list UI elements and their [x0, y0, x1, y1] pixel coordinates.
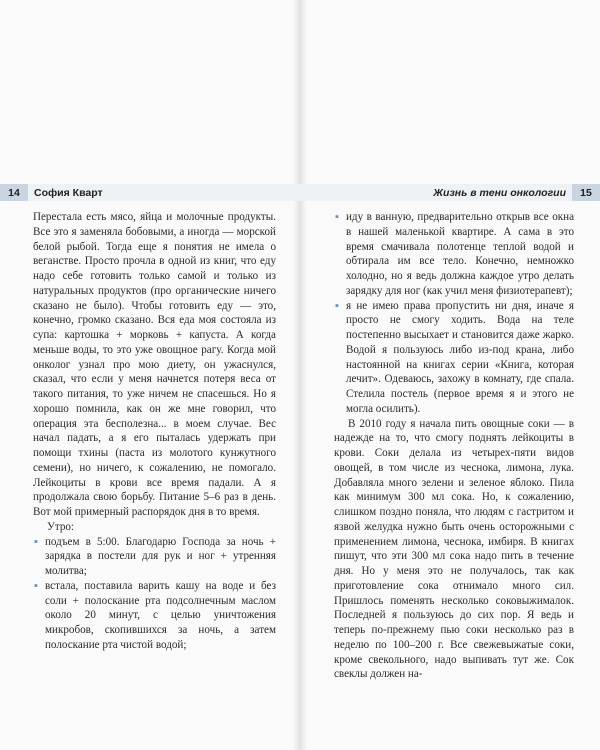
left-bullet-list	[33, 535, 276, 653]
left-paragraph: Перестала есть мясо, яйца и молочные продукты. Все это я заменяла бобовыми, а иногда — морской белой рыбой. Тогда еще я понятия не имела о веганстве. Просто прочла в одной из книг, что еду надо себе готовить только самой и только из натуральных продуктов (про органические ничего сказано не было). Чтобы готовить еду — это, конечно, громко сказано. Вся еда моя состояла из супа: картошка + морковь + капуста. А когда меньше воды, то это уже овощное рагу. Когда мой онколог узнал про мою диету, он ужаснулся, сказал, что если у меня начнется потеря веса от такого питания, то уже ничем не спасешься. Но я хорошо помнила, как он же мне говорил, что операция эта бесполезна... в моем случае. Вес начал падать, а я его пыталась удержать при помощи тхины (паста из молотого кунжутного семени), но ничего, к сожалению, не помогало. Лейкоциты в крови все время падали. А я продолжала свою борьбу. Питание 5–6 раз в день. Вот мой примерный распорядок дня в то время.	[33, 211, 276, 518]
right-running-header	[300, 184, 600, 201]
list-item-text: подъем в 5:00. Благодарю Господа за ночь + зарядка в постели для рук и ног + утренняя молитва;	[45, 535, 276, 577]
left-page-number: 14	[0, 184, 28, 201]
bullet-icon: ▪	[335, 211, 339, 223]
right-paragraph: В 2010 году я начала пить овощные соки — в надежде на то, что смогу поднять лейкоциты в крови. Соки делала из четырех-пяти видов овощей, в том числе из чеснока, лимона, лука. Добавляла много зелени и зеленое яблоко. Пила как минимум 300 мл сока. Но, к сожалению, слишком поздно поняла, что людям с гастритом и язвой желудка нужно быть очень осторожными с применением лимона, чеснока, имбиря. В книгах пишут, что эти 300 мл сока надо пить в течение дня. Но у меня это не получалось, так как приготовление сока отнимало много сил. Пришлось поменять несколько соковыжималок. Последней я пользуюсь до сих пор. Я ведь и теперь по-прежнему пью соки несколько раз в неделю по 100–200 г. Все свежевыжатые соки, кроме свекольного, надо выпивать тут же. Сок свеклы должен на-	[334, 417, 574, 681]
left-running-header	[0, 184, 300, 201]
book-gutter	[293, 0, 307, 750]
list-item-text: иду в ванную, предварительно открыв все окна в нашей маленькой квартире. А сама в это время смачивала полотенце теплой водой и обтирала им все тело. Конечно, немножко холодно, но я ведь должна каждое утро делать зарядку для ног (как учил меня физиотерапевт);	[346, 211, 574, 297]
list-item	[33, 579, 276, 653]
left-running-head: София Кварт	[28, 184, 300, 201]
list-item-text: встала, поставила варить кашу на воде и без соли + полоскание рта подсолнечным маслом около 20 минут, с целью уничтожения микробов, скопившихся за ночь, а затем полоскание рта чистой водой;	[45, 579, 276, 651]
bullet-icon: ▪	[34, 535, 38, 548]
list-item	[334, 210, 574, 299]
right-running-head: Жизнь в тени онкологии	[300, 184, 572, 201]
list-item	[33, 535, 276, 579]
right-body-text	[334, 210, 574, 682]
left-body-text	[33, 210, 276, 653]
schedule-intro: Утро:	[47, 520, 75, 533]
bullet-icon: ▪	[34, 579, 38, 592]
list-item	[334, 299, 574, 417]
right-page-number: 15	[572, 184, 600, 201]
right-bullet-list	[334, 210, 574, 417]
list-item-text: я не имею права пропустить ни дня, иначе я просто не смогу ходить. Вода на теле постепенно высыхает и становится даже жарко. Водой я пользуюсь либо из-под крана, либо настоянной на книгах серии «Книга, которая лечит». Одеваюсь, захожу в комнату, где спала. Стелила постель (первое время я и этого не могла осилить).	[346, 299, 574, 415]
bullet-icon: ▪	[335, 299, 339, 312]
